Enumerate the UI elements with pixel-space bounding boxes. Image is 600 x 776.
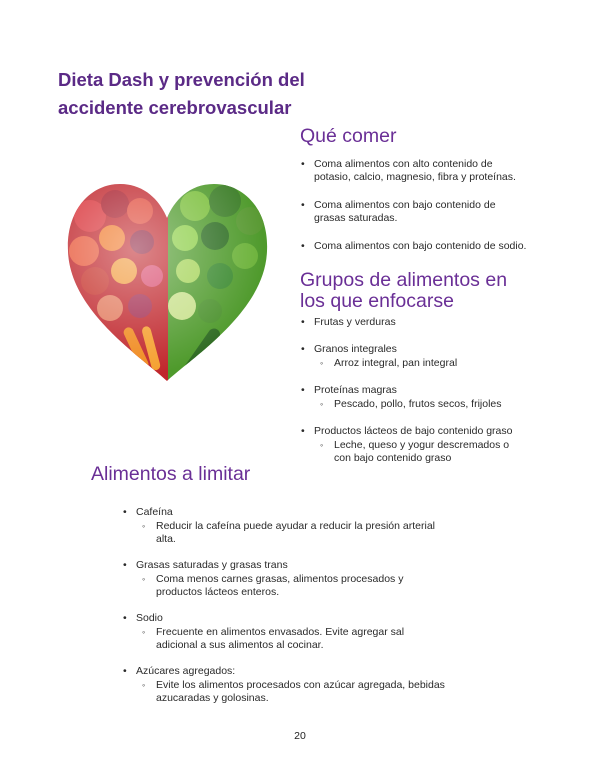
sub-list-item-text: ◦ Frecuente en alimentos envasados. Evite agregar sal <box>156 626 405 638</box>
list-item <box>300 240 570 253</box>
list-item <box>122 612 482 652</box>
section-heading-line: los que enfocarse <box>300 290 454 312</box>
sub-list-item-text: alta. <box>156 533 176 545</box>
list-item <box>300 199 570 225</box>
sub-list-item: ◦ Pescado, pollo, frutos secos, frijoles <box>318 398 580 411</box>
sub-list-item-text: ◦ Evite los alimentos procesados con azúcar agregada, bebidas <box>156 679 445 691</box>
list-item <box>122 559 482 599</box>
list-item <box>300 158 570 184</box>
list-item-text: Frutas y verduras <box>314 316 396 328</box>
list-item-text: Azúcares agregados: <box>136 665 236 677</box>
page-number: 20 <box>294 730 306 742</box>
sub-list-item-text: con bajo contenido graso <box>334 452 452 464</box>
list-item <box>300 316 580 329</box>
section-heading-grupos <box>300 270 507 312</box>
list-item-text: Proteínas magras <box>314 384 397 396</box>
list-item <box>300 384 580 411</box>
sub-list-item-text: azucaradas y golosinas. <box>156 692 269 704</box>
list-item-text: grasas saturadas. <box>314 212 398 224</box>
list-item-text: Productos lácteos de bajo contenido graso <box>314 425 513 437</box>
sub-list-item <box>140 573 482 599</box>
list-item-text: • Coma alimentos con bajo contenido de <box>314 199 496 211</box>
sub-list-item-text: ◦ Leche, queso y yogur descremados o <box>334 439 510 451</box>
sub-list-item-text: ◦ Coma menos carnes grasas, alimentos procesados y <box>156 573 404 585</box>
sub-list-item <box>140 520 482 546</box>
section-heading-que-comer: Qué comer <box>300 125 397 147</box>
list-item <box>122 506 482 546</box>
sub-list-item-text: adicional a sus alimentos al cocinar. <box>156 639 324 651</box>
que-comer-list <box>300 158 570 253</box>
vegetable-heart-icon <box>60 176 275 386</box>
section-heading-limitar: Alimentos a limitar <box>91 463 251 485</box>
page-title <box>58 66 358 122</box>
sub-list-item <box>318 439 580 465</box>
list-item-text: • Coma alimentos con bajo contenido de sodio. <box>314 240 527 252</box>
list-item-text: Grasas saturadas y grasas trans <box>136 559 288 571</box>
list-item-text: Granos integrales <box>314 343 397 355</box>
sub-list-item-text: ◦ Reducir la cafeína puede ayudar a reducir la presión arterial <box>156 520 435 532</box>
list-item-text: potasio, calcio, magnesio, fibra y proteínas. <box>314 171 516 183</box>
list-item <box>122 665 482 705</box>
list-item-text: • Coma alimentos con alto contenido de <box>314 158 493 170</box>
list-item-text: Sodio <box>136 612 163 624</box>
sub-list-item <box>140 679 482 705</box>
section-heading-line: Grupos de alimentos en <box>300 269 508 291</box>
grupos-list <box>300 316 580 465</box>
page-title-line: accidente cerebrovascular <box>58 97 292 118</box>
list-item <box>300 425 580 465</box>
sub-list-item <box>140 626 482 652</box>
sub-list-item: ◦ Arroz integral, pan integral <box>318 357 580 370</box>
limitar-list <box>122 506 482 705</box>
list-item-text: Cafeína <box>136 506 173 518</box>
page-title-line: Dieta Dash y prevención del <box>58 69 305 90</box>
list-item <box>300 343 580 370</box>
sub-list-item-text: productos lácteos enteros. <box>156 586 280 598</box>
